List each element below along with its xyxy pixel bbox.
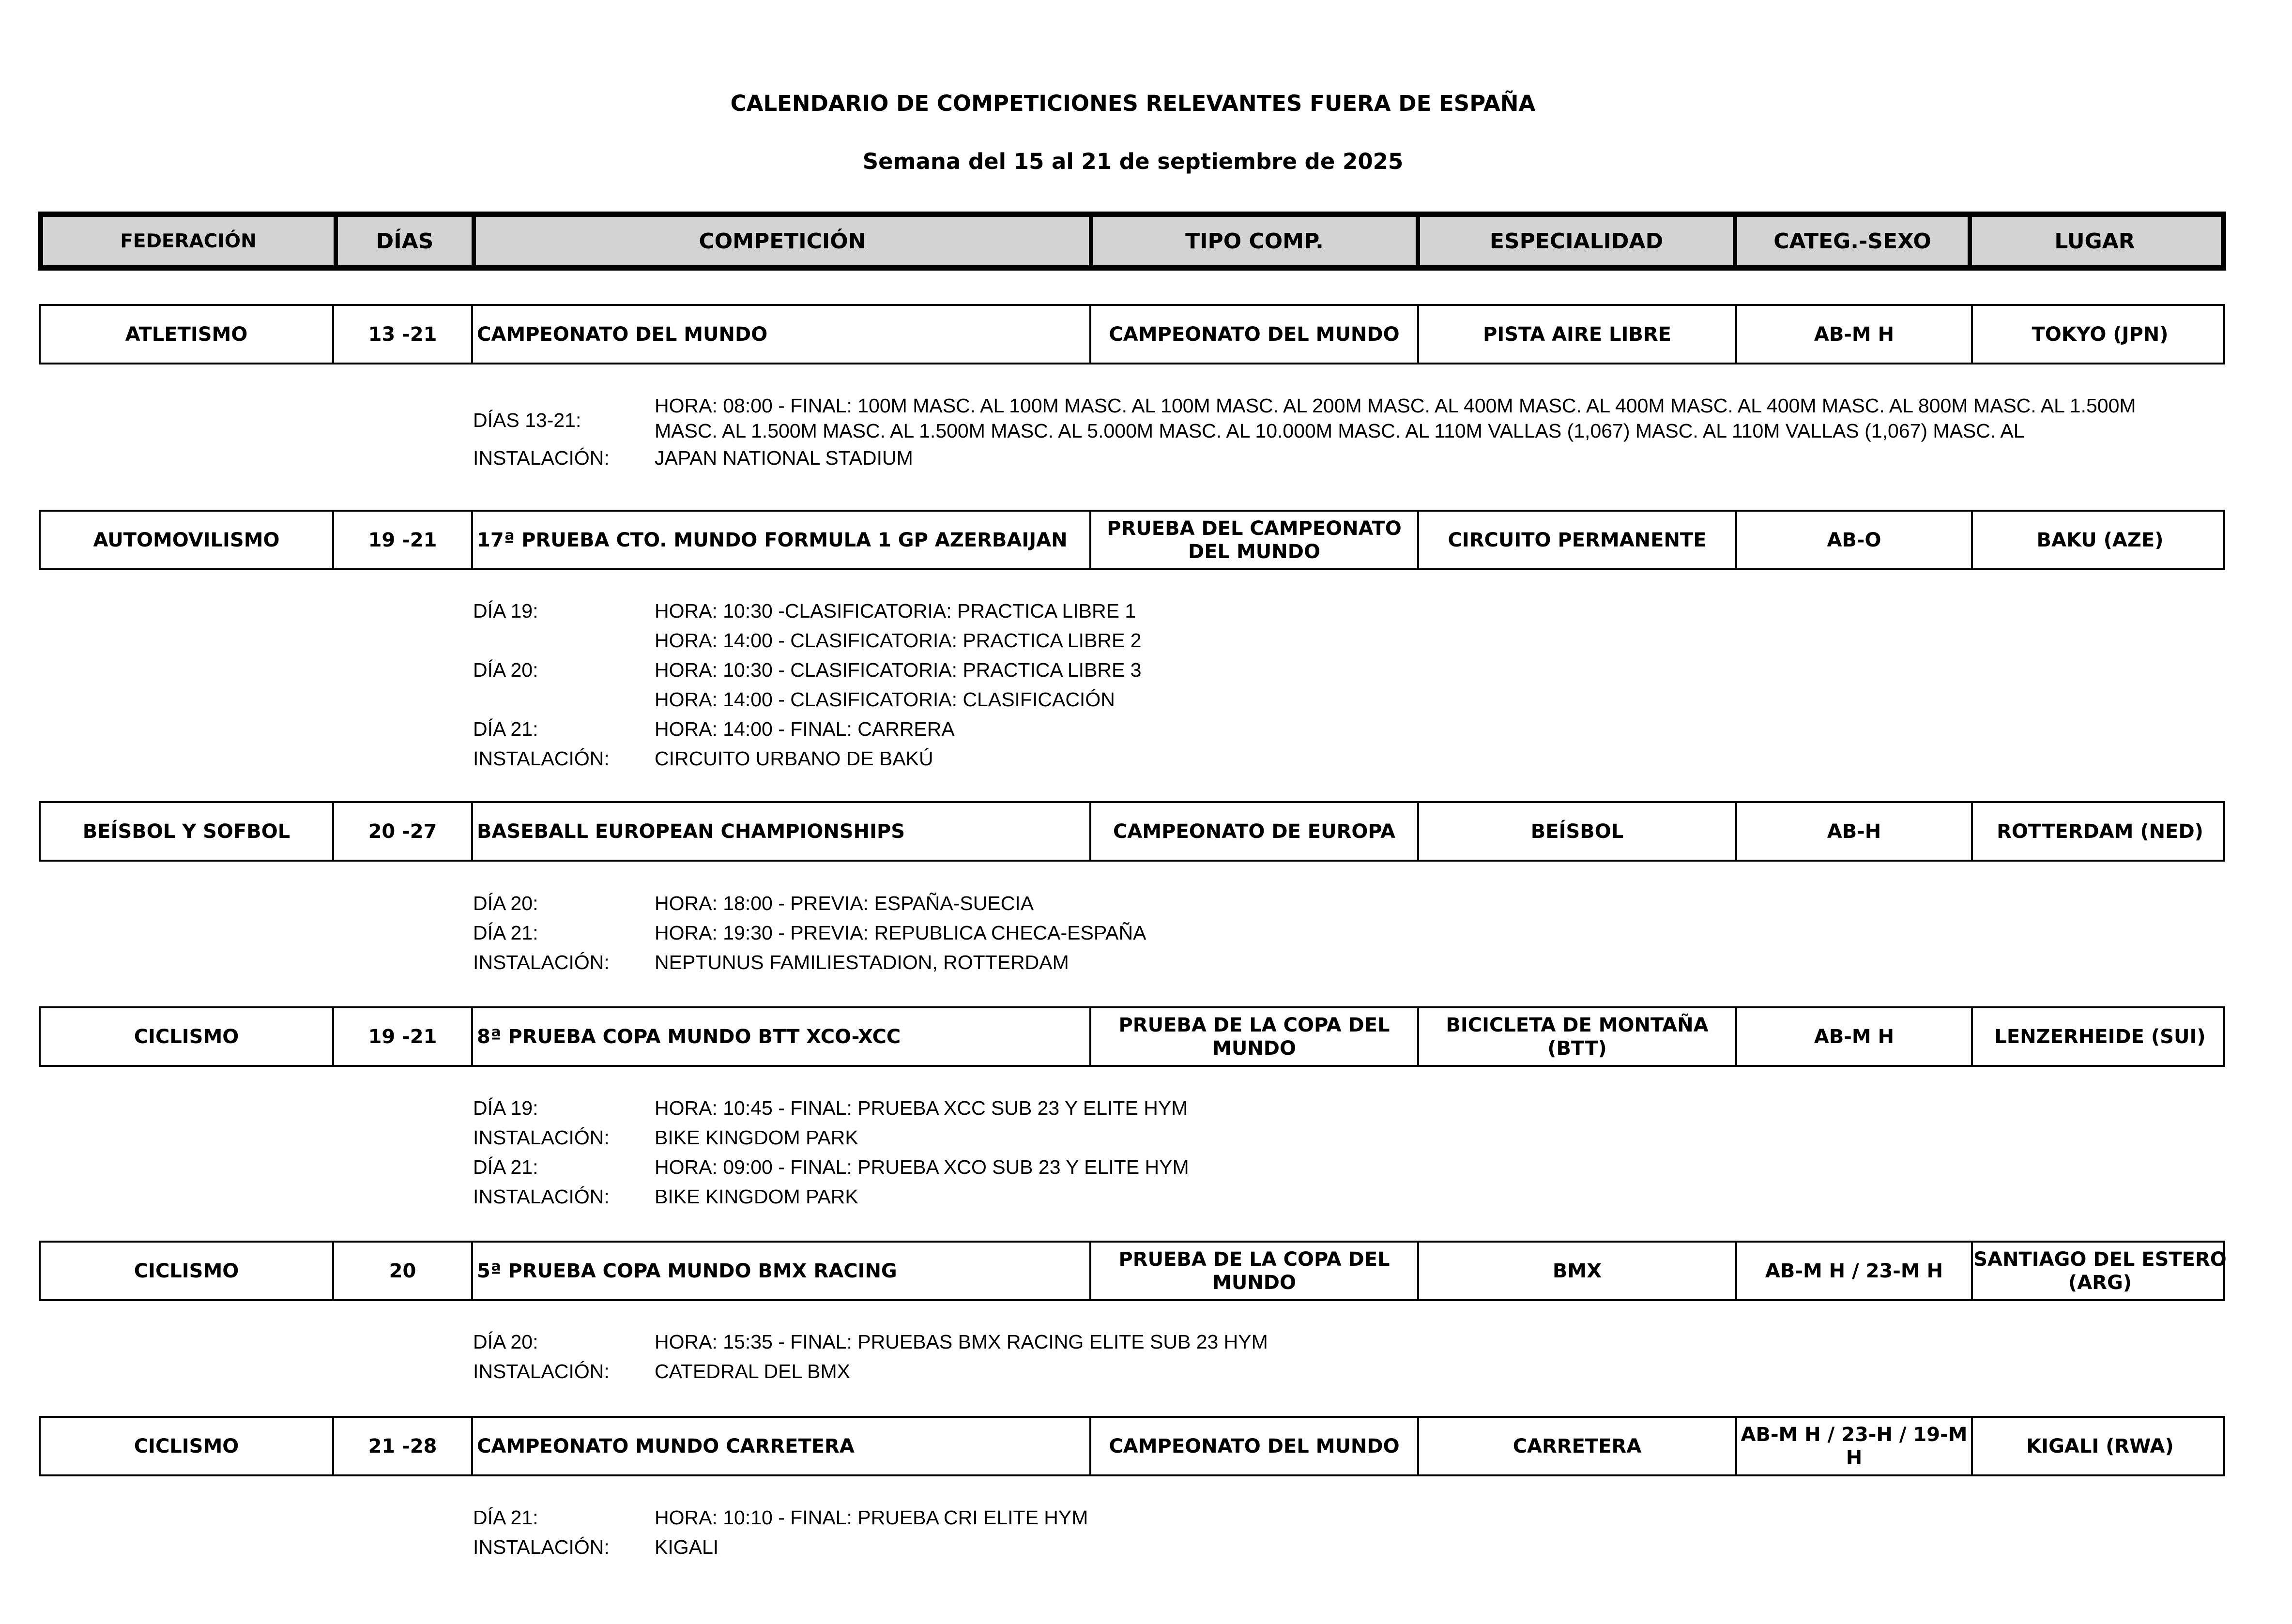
detail-line [473, 443, 2197, 473]
header-lugar: LUGAR [1968, 217, 2217, 265]
event-categ: AB-M H [1735, 1008, 1971, 1065]
detail-text: HORA: 19:30 - PREVIA: REPUBLICA CHECA-ESPAÑA [655, 922, 1146, 944]
event-especialidad: BMX [1417, 1243, 1735, 1299]
detail-line [473, 918, 2197, 948]
detail-label: DÍA 20: [473, 659, 538, 681]
detail-line [473, 1327, 2197, 1357]
detail-label: DÍA 20: [473, 1331, 538, 1353]
event-tipo: CAMPEONATO DE EUROPA [1089, 803, 1417, 860]
event-categ: AB-M H / 23-M H [1735, 1243, 1971, 1299]
event-especialidad: BICICLETA DE MONTAÑA (BTT) [1417, 1008, 1735, 1065]
event-dias: 19 -21 [332, 512, 471, 568]
event-categ: AB-M H [1735, 306, 1971, 363]
detail-text: HORA: 10:30 - CLASIFICATORIA: PRACTICA LIBRE 3 [655, 659, 1142, 681]
detail-line [473, 685, 2197, 714]
detail-text: CIRCUITO URBANO DE BAKÚ [655, 747, 933, 770]
detail-label: DÍA 21: [473, 1156, 538, 1178]
detail-label [473, 626, 655, 655]
detail-line [473, 655, 2197, 685]
detail-text: BIKE KINGDOM PARK [655, 1126, 858, 1149]
detail-label: DÍAS 13-21: [473, 409, 581, 431]
event-competicion: 5ª PRUEBA COPA MUNDO BMX RACING [471, 1243, 1089, 1299]
event-categ: AB-H [1735, 803, 1971, 860]
event-details [473, 596, 2197, 774]
event-dias: 20 [332, 1243, 471, 1299]
event-dias: 20 -27 [332, 803, 471, 860]
detail-text: HORA: 14:00 - FINAL: CARRERA [655, 718, 955, 740]
event-competicion: CAMPEONATO DEL MUNDO [471, 306, 1089, 363]
detail-label: DÍA 20: [473, 892, 538, 914]
detail-label: INSTALACIÓN: [473, 1536, 610, 1558]
event-competicion: 8ª PRUEBA COPA MUNDO BTT XCO-XCC [471, 1008, 1089, 1065]
detail-label: INSTALACIÓN: [473, 1126, 610, 1149]
event-row [39, 304, 2225, 364]
detail-label [473, 685, 655, 714]
detail-text: HORA: 10:45 - FINAL: PRUEBA XCC SUB 23 Y ELITE HYM [655, 1097, 1188, 1119]
event-federacion: AUTOMOVILISMO [93, 529, 280, 551]
event-federacion: ATLETISMO [125, 323, 248, 346]
detail-label: INSTALACIÓN: [473, 951, 610, 973]
event-categ: AB-O [1735, 512, 1971, 568]
header-competicion: COMPETICIÓN [472, 217, 1089, 265]
detail-line [473, 596, 2197, 626]
event-federacion: BEÍSBOL Y SOFBOL [82, 820, 290, 843]
event-row [39, 801, 2225, 862]
event-federacion: CICLISMO [134, 1025, 239, 1048]
event-lugar: KIGALI (RWA) [1971, 1418, 2227, 1474]
event-dias: 13 -21 [332, 306, 471, 363]
event-especialidad: CIRCUITO PERMANENTE [1417, 512, 1735, 568]
detail-line [473, 626, 2197, 655]
event-especialidad: CARRETERA [1417, 1418, 1735, 1474]
detail-label: DÍA 21: [473, 718, 538, 740]
event-row [39, 510, 2225, 570]
event-federacion: CICLISMO [134, 1435, 239, 1457]
event-especialidad: PISTA AIRE LIBRE [1417, 306, 1735, 363]
event-lugar: SANTIAGO DEL ESTERO (ARG) [1971, 1243, 2227, 1299]
detail-text: HORA: 18:00 - PREVIA: ESPAÑA-SUECIA [655, 892, 1034, 914]
detail-line [473, 393, 2197, 443]
header-tipo: TIPO COMP. [1089, 217, 1416, 265]
detail-label: INSTALACIÓN: [473, 447, 610, 469]
detail-label: INSTALACIÓN: [473, 1360, 610, 1382]
event-especialidad: BEÍSBOL [1417, 803, 1735, 860]
event-competicion: CAMPEONATO MUNDO CARRETERA [471, 1418, 1089, 1474]
detail-line [473, 948, 2197, 977]
document-subtitle: Semana del 15 al 21 de septiembre de 2025 [862, 149, 1404, 174]
detail-label: DÍA 21: [473, 922, 538, 944]
event-details [473, 1093, 2197, 1212]
event-lugar: BAKU (AZE) [1971, 512, 2227, 568]
event-dias: 21 -28 [332, 1418, 471, 1474]
event-details [473, 889, 2197, 977]
event-competicion: BASEBALL EUROPEAN CHAMPIONSHIPS [471, 803, 1089, 860]
detail-label: DÍA 21: [473, 1506, 538, 1529]
event-details [473, 1503, 2197, 1562]
detail-text: CATEDRAL DEL BMX [655, 1360, 851, 1382]
detail-line [473, 889, 2197, 918]
detail-text: KIGALI [655, 1536, 719, 1558]
table-header [38, 212, 2226, 271]
detail-text: HORA: 15:35 - FINAL: PRUEBAS BMX RACING ELITE SUB 23 HYM [655, 1331, 1268, 1353]
event-row [39, 1006, 2225, 1067]
document-title: CALENDARIO DE COMPETICIONES RELEVANTES FUERA DE ESPAÑA [730, 91, 1536, 116]
detail-label: DÍA 19: [473, 1097, 538, 1119]
header-categ: CATEG.-SEXO [1733, 217, 1968, 265]
event-tipo: CAMPEONATO DEL MUNDO [1089, 306, 1417, 363]
detail-text: HORA: 09:00 - FINAL: PRUEBA XCO SUB 23 Y ELITE HYM [655, 1156, 1189, 1178]
event-row [39, 1241, 2225, 1301]
detail-text: HORA: 10:30 -CLASIFICATORIA: PRACTICA LIBRE 1 [655, 600, 1136, 622]
detail-text: NEPTUNUS FAMILIESTADION, ROTTERDAM [655, 951, 1069, 973]
event-tipo: PRUEBA DE LA COPA DEL MUNDO [1089, 1008, 1417, 1065]
event-details [473, 1327, 2197, 1386]
detail-label: INSTALACIÓN: [473, 747, 610, 770]
detail-text: HORA: 14:00 - CLASIFICATORIA: PRACTICA LIBRE 2 [655, 629, 1142, 652]
header-especialidad: ESPECIALIDAD [1416, 217, 1733, 265]
event-tipo: CAMPEONATO DEL MUNDO [1089, 1418, 1417, 1474]
detail-line [473, 1357, 2197, 1386]
detail-line [473, 1533, 2197, 1562]
detail-line [473, 1123, 2197, 1153]
event-tipo: PRUEBA DEL CAMPEONATO DEL MUNDO [1089, 512, 1417, 568]
detail-line [473, 1093, 2197, 1123]
detail-label: INSTALACIÓN: [473, 1185, 610, 1208]
detail-text: HORA: 14:00 - CLASIFICATORIA: CLASIFICACIÓN [655, 688, 1115, 711]
header-dias: DÍAS [334, 217, 472, 265]
event-dias: 19 -21 [332, 1008, 471, 1065]
detail-text: BIKE KINGDOM PARK [655, 1185, 858, 1208]
event-lugar: ROTTERDAM (NED) [1971, 803, 2227, 860]
header-federacion: FEDERACIÓN [120, 230, 257, 252]
detail-line [473, 1153, 2197, 1182]
detail-label: DÍA 19: [473, 600, 538, 622]
event-tipo: PRUEBA DE LA COPA DEL MUNDO [1089, 1243, 1417, 1299]
event-details [473, 393, 2197, 473]
detail-text: JAPAN NATIONAL STADIUM [655, 447, 913, 469]
event-lugar: LENZERHEIDE (SUI) [1971, 1008, 2227, 1065]
detail-line [473, 1503, 2197, 1533]
detail-line [473, 744, 2197, 774]
detail-text: HORA: 10:10 - FINAL: PRUEBA CRI ELITE HYM [655, 1506, 1088, 1529]
detail-text: HORA: 08:00 - FINAL: 100M MASC. AL 100M MASC. AL 100M MASC. AL 200M MASC. AL 400M MASC. AL 400M MASC. AL 400M MASC. AL 800M MASC. AL 1.500M MASC. AL 1.500M MASC. AL 1.500M MASC. AL 5.000M MASC. AL 10.000M MASC. AL 110M VALLAS (1,067) MASC. AL 110M VALLAS (1,067) MASC. AL [655, 395, 2136, 442]
event-categ: AB-M H / 23-H / 19-M H [1735, 1418, 1971, 1474]
event-row [39, 1416, 2225, 1476]
event-competicion: 17ª PRUEBA CTO. MUNDO FORMULA 1 GP AZERBAIJAN [471, 512, 1089, 568]
detail-line [473, 714, 2197, 744]
event-federacion: CICLISMO [134, 1260, 239, 1282]
detail-line [473, 1182, 2197, 1212]
event-lugar: TOKYO (JPN) [1971, 306, 2227, 363]
